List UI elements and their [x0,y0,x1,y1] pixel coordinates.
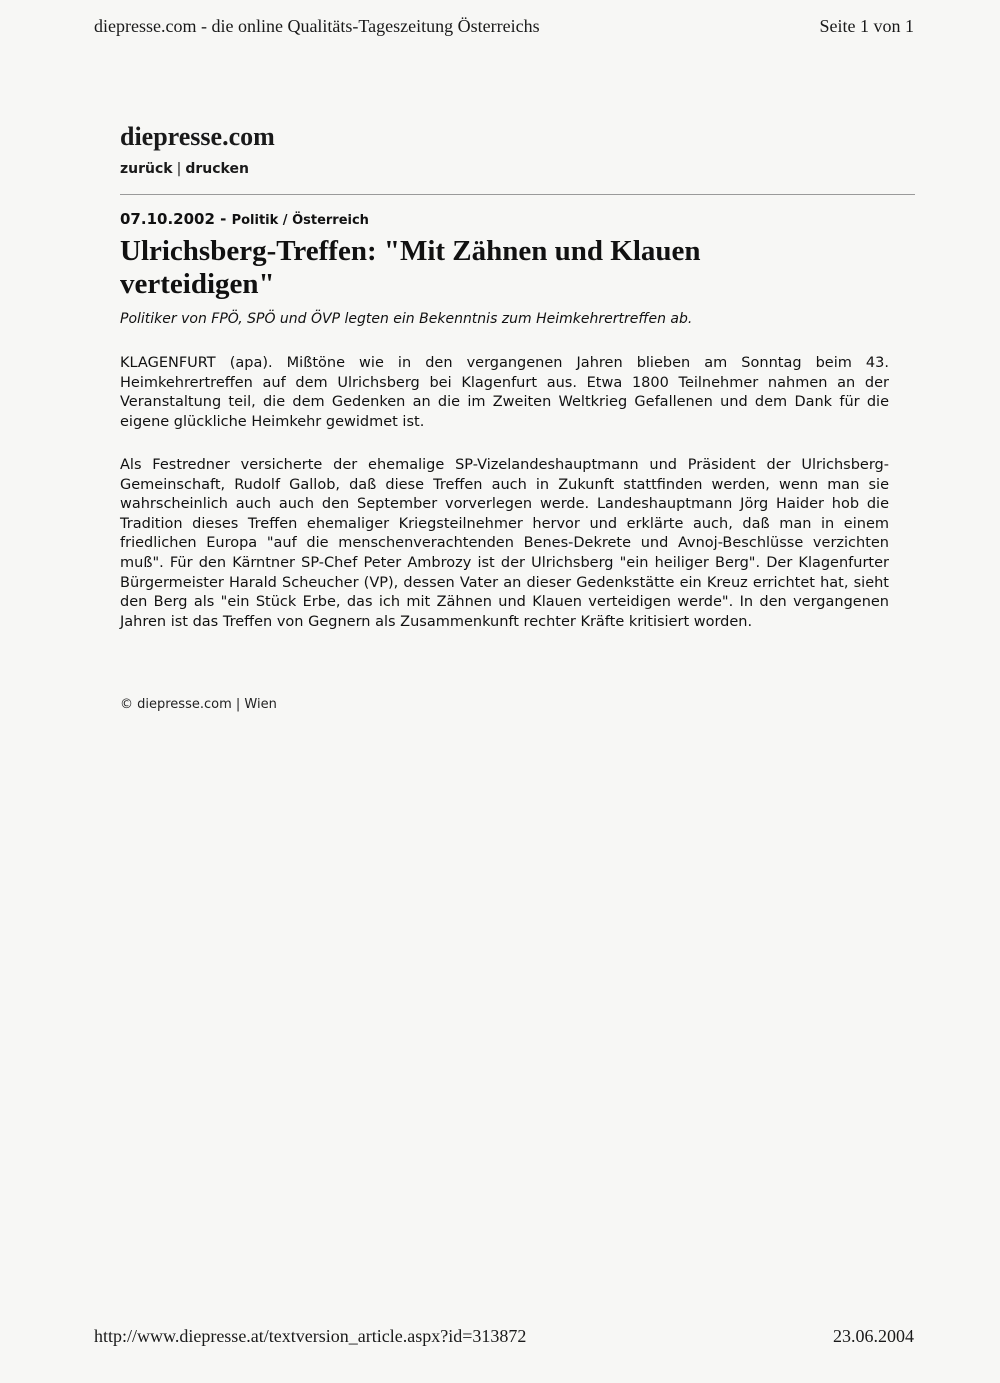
article-subtitle: Politiker von FPÖ, SPÖ und ÖVP legten ein Bekenntnis zum Heimkehrertreffen ab. [120,311,693,327]
print-footer-url: http://www.diepresse.at/textversion_article.aspx?id=313872 [94,1326,527,1346]
header-divider [120,194,915,195]
nav-separator: | [176,161,182,177]
print-page-number: Seite 1 von 1 [819,16,914,36]
article-paragraph: Als Festredner versicherte der ehemalige SP-Vizelandeshauptmann und Präsident der Ulrichsberg-Gemeinschaft, Rudolf Gallob, daß diese Treffen auch in Zukunft stattfinden werden, wenn man sie wahrscheinlich auch auch den September vorverlegen werde. Landeshauptmann Jörg Haider hob die Tradition dieses Treffen ehemaliger Kriegsteilnehmer hervor und erklärte auch, daß man in einem friedlichen Europa "auf die menschenverachtenden Benes-Dekrete und Avnoj-Beschlüsse verzichten muß". Für den Kärntner SP-Chef Peter Ambrozy ist der Ulrichsberg "ein heiliger Berg". Der Klagenfurter Bürgermeister Harald Scheucher (VP), dessen Vater an dieser Gedenkstätte ein Kreuz errichtet hat, sieht den Berg als "ein Stück Erbe, das ich mit Zähnen und Klauen verteidigen werde". In den vergangenen Jahren ist das Treffen von Gegnern als Zusammenkunft rechter Kräfte kritisiert worden. [120,457,889,630]
print-header [94,16,914,37]
article-category: Politik / Österreich [231,213,369,228]
print-footer [94,1326,914,1347]
print-header-title: diepresse.com - die online Qualitäts-Tageszeitung Österreichs [94,16,540,36]
print-footer-date: 23.06.2004 [833,1326,914,1346]
article-meta [120,210,369,228]
article-paragraph: KLAGENFURT (apa). Mißtöne wie in den vergangenen Jahren blieben am Sonntag beim 43. Heimkehrertreffen auf dem Ulrichsberg bei Klagenfurt aus. Etwa 1800 Teilnehmer nahmen an der Veranstaltung teil, die dem Gedenken an die im Zweiten Weltkrieg Gefallenen und dem Dank für die eigene glückliche Heimkehr gewidmet ist. [120,355,889,430]
copyright-notice: © diepresse.com | Wien [120,697,277,712]
article-nav [120,161,249,177]
site-brand: diepresse.com [120,122,275,151]
back-link[interactable]: zurück [120,161,173,177]
article-date: 07.10.2002 [120,210,215,228]
print-link[interactable]: drucken [185,161,249,177]
article-headline: Ulrichsberg-Treffen: "Mit Zähnen und Klauen verteidigen" [120,235,701,300]
meta-separator: - [214,210,232,228]
